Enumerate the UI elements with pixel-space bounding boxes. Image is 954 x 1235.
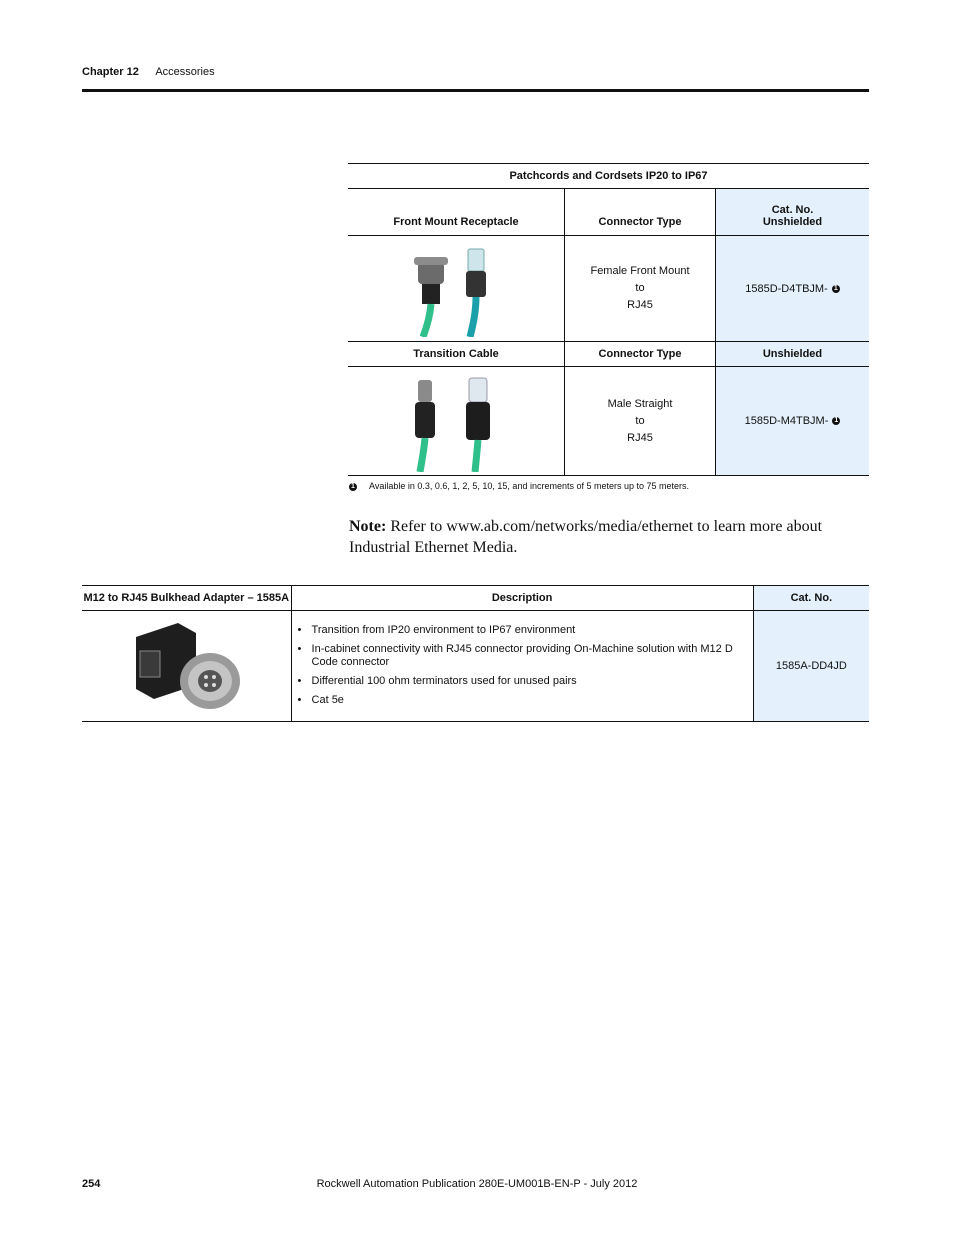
table-title: Patchcords and Cordsets IP20 to IP67 [348,164,869,189]
connector-type-line: RJ45 [627,431,653,444]
bulkhead-adapter-image [126,615,246,715]
description-list [292,624,753,707]
connector-type-cell [565,236,716,342]
connector-type-line: to [635,282,645,294]
table-row [348,236,869,342]
list-item: • Differential 100 ohm terminators used for unused pairs [312,675,753,688]
col-description: Description [291,586,753,611]
table-footnote [349,481,689,491]
page-header [82,66,215,78]
chapter-label: Chapter 12 [82,66,139,78]
list-item: • Transition from IP20 environment to IP67 environment [312,624,753,637]
footnote-marker: 1 [832,417,840,425]
cat-no-cell [716,236,870,342]
transition-cable-image [348,367,565,476]
connector-type-line: to [635,414,645,427]
col-connector-type-2: Connector Type [565,342,716,367]
col-cat-no: Cat. No. [753,586,869,611]
table-row [82,611,869,722]
col-transition-cable: Transition Cable [348,342,565,367]
footnote-marker: 1 [349,483,357,491]
cat-no-label: Cat. No. [771,204,814,216]
col-connector-type: Connector Type [565,189,716,236]
unshielded-label: Unshielded [762,216,823,228]
connector-type-line: Male Straight [607,397,673,410]
description-cell [291,611,753,722]
cat-no-value: 1585D-D4TBJM- [745,282,828,295]
bulkhead-adapter-table [82,585,869,722]
page-number: 254 [82,1178,101,1190]
col-front-mount: Front Mount Receptacle [348,189,565,236]
front-mount-image [348,236,565,342]
note-text: Refer to www.ab.com/networks/media/ethernet to learn more about Industrial Ethernet Media. [349,518,823,556]
col-unshielded: Unshielded [716,342,870,367]
connector-type-line: RJ45 [627,299,653,311]
connector-type-cell [565,367,716,476]
publication-footer: Rockwell Automation Publication 280E-UM001B-EN-P - July 2012 [316,1178,638,1190]
adapter-image-cell [82,611,291,722]
cat-no-cell [716,367,870,476]
table-row [348,367,869,476]
note-label: Note: [349,518,387,535]
transition-cable-picture [396,368,516,472]
footnote-text: Available in 0.3, 0.6, 1, 2, 5, 10, 15, and increments of 5 meters up to 75 meters. [369,481,690,491]
cat-no-value: 1585D-M4TBJM- [744,415,829,427]
connector-type-line: Female Front Mount [590,265,690,277]
list-item: • In-cabinet connectivity with RJ45 connector providing On-Machine solution with M12 D Code connector [312,643,753,669]
list-item: • Cat 5e [312,694,753,707]
col-cat-no [716,189,870,236]
cat-no-cell: 1585A-DD4JD [753,611,869,722]
footnote-marker: 1 [832,285,840,293]
note-paragraph [349,516,849,558]
patchcords-table [348,163,869,476]
col-adapter: M12 to RJ45 Bulkhead Adapter – 1585A [82,586,291,611]
section-label: Accessories [155,66,215,78]
header-rule [82,89,869,92]
front-mount-cable-image [396,237,516,337]
